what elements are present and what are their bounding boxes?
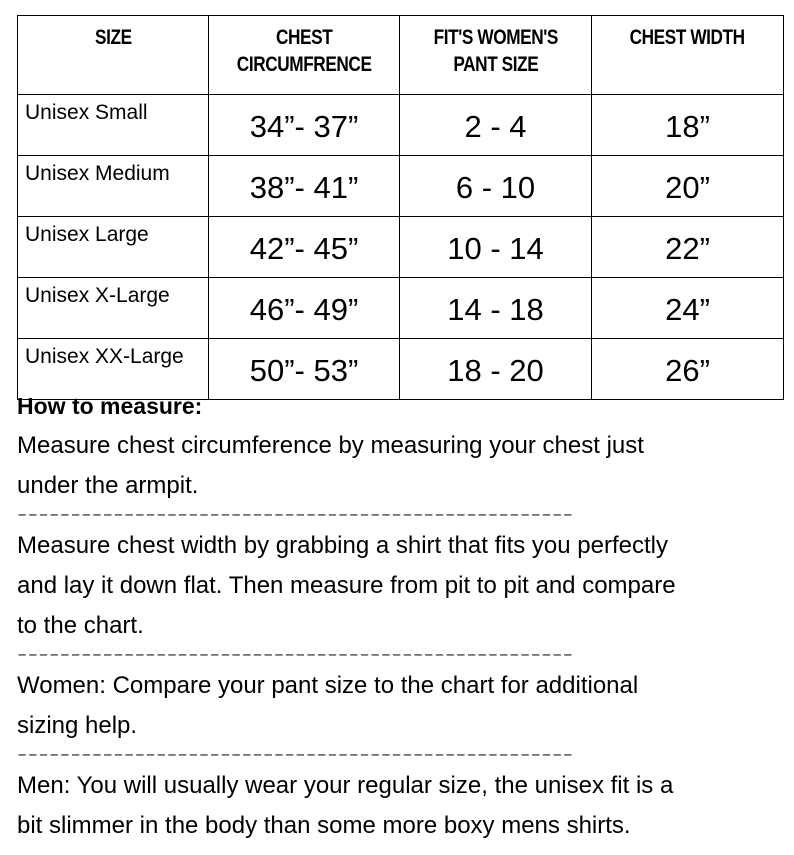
size-name-cell: Unisex Medium: [18, 156, 209, 217]
table-row: [18, 95, 784, 156]
dashed-separator: ––––––––––––––––––––––––––––––––––––––––––––––––––––: [17, 746, 574, 765]
chest-width-cell: 26”: [592, 339, 784, 400]
table-row: [18, 278, 784, 339]
pant-size-cell: 6 - 10: [400, 156, 592, 217]
table-header-row: [18, 16, 784, 95]
instruction-chest-circumference: Measure chest circumference by measuring your chest just under the armpit.: [17, 432, 644, 499]
chest-width-cell: 18”: [592, 95, 784, 156]
table-row: [18, 217, 784, 278]
instruction-men: Men: You will usually wear your regular size, the unisex fit is a bit slimmer in the body than some more boxy mens shirts.: [17, 772, 674, 839]
chest-circumference-cell: 38”- 41”: [209, 156, 400, 217]
chest-width-cell: 22”: [592, 217, 784, 278]
dashed-separator: ––––––––––––––––––––––––––––––––––––––––––––––––––––: [17, 646, 574, 665]
instruction-women: Women: Compare your pant size to the chart for additional sizing help.: [17, 672, 639, 739]
size-name-cell: Unisex Small: [18, 95, 209, 156]
pant-size-cell: 14 - 18: [400, 278, 592, 339]
instruction-chest-width: Measure chest width by grabbing a shirt that fits you perfectly and lay it down flat. Then measure from pit to pit and compare to the chart.: [17, 532, 676, 639]
chest-circumference-cell: 50”- 53”: [209, 339, 400, 400]
table-row: [18, 156, 784, 217]
pant-size-cell: 2 - 4: [400, 95, 592, 156]
chest-circumference-cell: 34”- 37”: [209, 95, 400, 156]
chest-circumference-cell: 42”- 45”: [209, 217, 400, 278]
header-chest-circumference: CHEST CIRCUMFRENCE: [209, 16, 400, 95]
dashed-separator: ––––––––––––––––––––––––––––––––––––––––––––––––––––: [17, 506, 574, 525]
chest-circumference-cell: 46”- 49”: [209, 278, 400, 339]
chest-width-cell: 20”: [592, 156, 784, 217]
measurement-instructions: [17, 392, 783, 846]
size-name-cell: Unisex Large: [18, 217, 209, 278]
size-name-cell: Unisex XX-Large: [18, 339, 209, 400]
pant-size-cell: 18 - 20: [400, 339, 592, 400]
size-chart-table: [17, 15, 784, 400]
table-row: [18, 339, 784, 400]
how-to-measure-heading: How to measure:: [17, 393, 203, 419]
header-womens-pant-size: FIT'S WOMEN'S PANT SIZE: [400, 16, 592, 95]
pant-size-cell: 10 - 14: [400, 217, 592, 278]
header-chest-width: CHEST WIDTH: [592, 16, 784, 95]
size-name-cell: Unisex X-Large: [18, 278, 209, 339]
header-size: SIZE: [18, 16, 209, 95]
chest-width-cell: 24”: [592, 278, 784, 339]
